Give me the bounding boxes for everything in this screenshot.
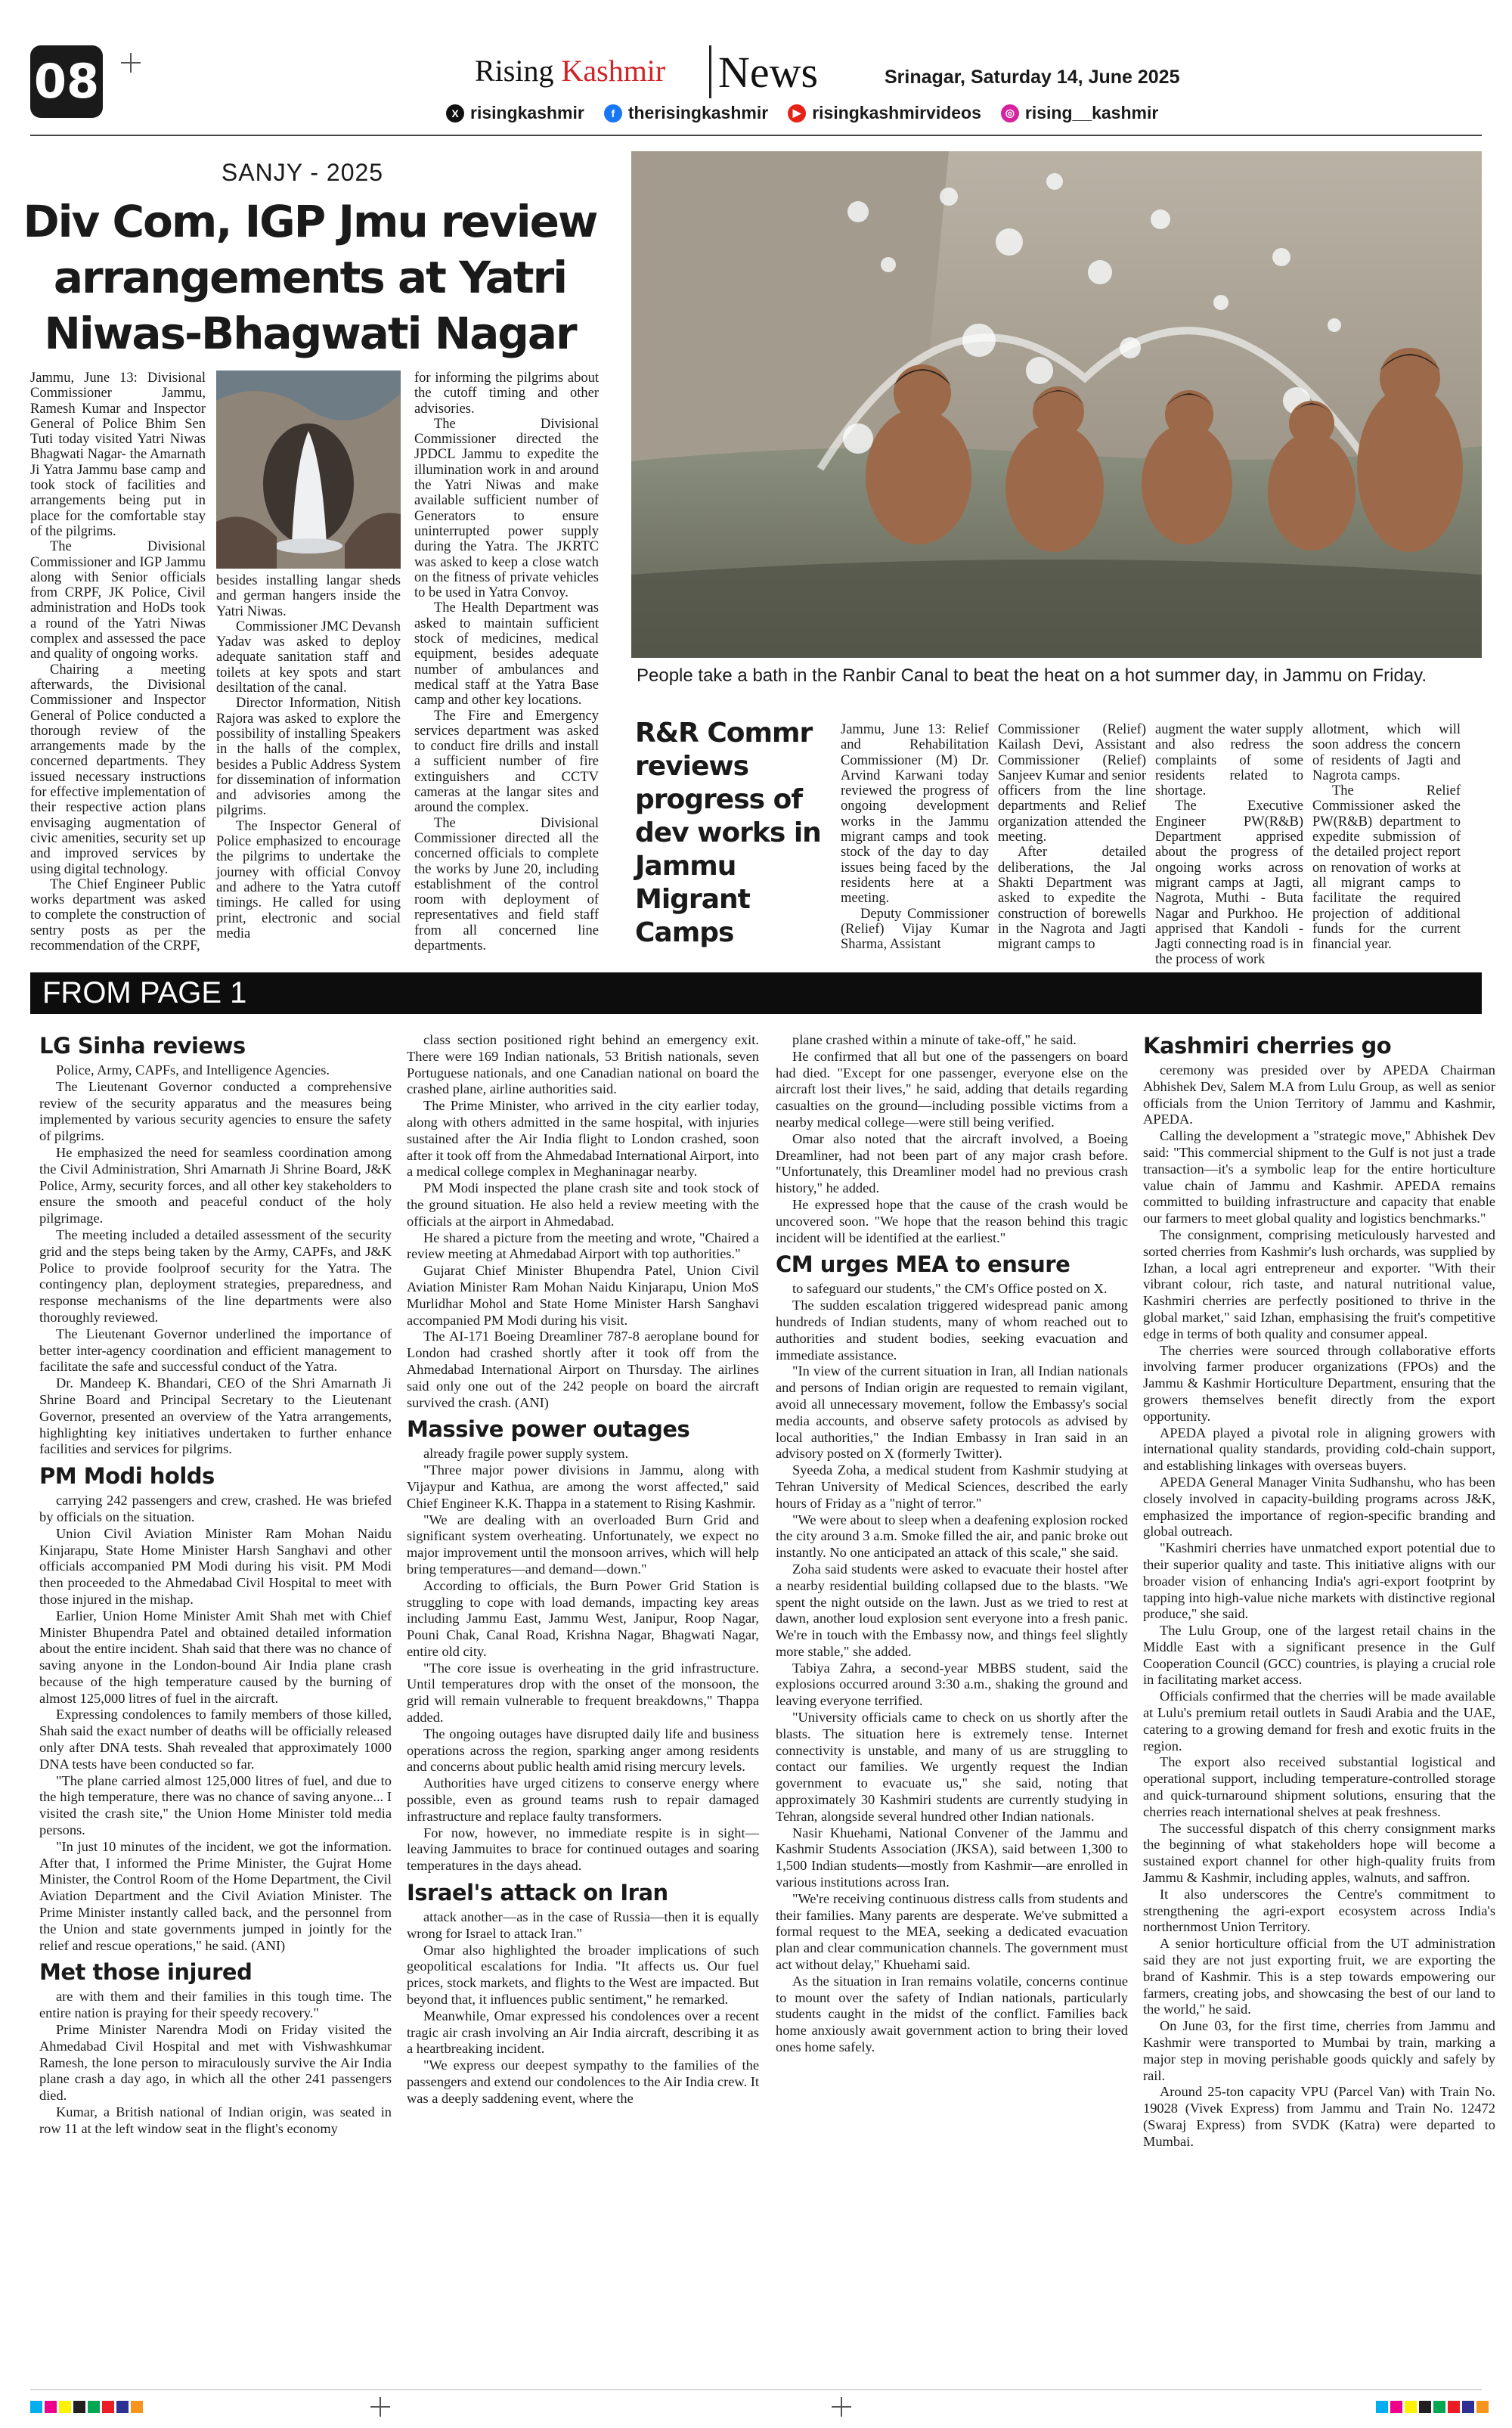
paragraph: Omar also highlighted the broader implications of such geopolitical escalations for India. "It affects us. Our fuel prices, stock markets, and flights to the West are impacted. But beyond that, it influences public sentiment," he remarked.	[407, 1942, 759, 2008]
paragraph: Zoha said students were asked to evacuate their hostel after a nearby residential building collapsed due to the blasts. "We spent the night outside on the lawn. Just as we tried to rest at dawn, another loud explosion sent everyone into a fresh panic. We're in touch with the Embassy now, and things feel slightly more stable," she added.	[776, 1561, 1128, 1659]
color-swatch	[102, 2401, 114, 2413]
color-swatch	[1462, 2401, 1474, 2413]
color-swatch	[88, 2401, 100, 2413]
color-swatch	[1433, 2401, 1445, 2413]
dateline: Srinagar, Saturday 14, June 2025	[885, 67, 1180, 88]
paragraph: Omar also noted that the aircraft involved, a Boeing Dreamliner, had not been part of any major crash before. "Unfortunately, this Dreamliner model had no previous crash history," he added.	[776, 1130, 1128, 1196]
color-registration-strip	[30, 2401, 143, 2413]
page-number: 08	[30, 45, 103, 118]
paragraph: Calling the development a "strategic move," Abhishek Dev said: "This commercial shipment to the Gulf is not just a trade transaction—it's a symbolic leap for the entire horticulture value chain of Jammu and Kashmir. APEDA remains committed to building infrastructure and capacity that enable our farmers to meet global quality and logistics benchmarks."	[1143, 1128, 1495, 1226]
color-swatch	[1405, 2401, 1417, 2413]
color-swatch	[1476, 2401, 1489, 2413]
paragraph: class section positioned right behind an emergency exit. There were 169 Indian nationals, 53 British nationals, seven Portuguese nationals, and one Canadian national on board the crashed plane, airline authorities said.	[407, 1032, 759, 1097]
color-swatch	[131, 2401, 143, 2413]
story-subhead: LG Sinha reviews	[39, 1033, 246, 1059]
paragraph: Expressing condolences to family members of those killed, Shah said the exact number of deaths will be officially released only after DNA tests. Shah revealed that approximately 1000 DNA tests have been conducted so far.	[39, 1707, 392, 1772]
registration-mark	[832, 2397, 851, 2417]
registration-mark	[121, 53, 141, 73]
paragraph: The Divisional Commissioner directed all the concerned officials to complete the works by June 20, including establishment of the control room with deployment of representatives and field staff from all concerned line departments.	[414, 815, 599, 954]
paragraph: The sudden escalation triggered widespread panic among hundreds of Indian students, many of whom reached out to authorities and student bodies, seeking evacuation and immediate assistance.	[776, 1298, 1128, 1363]
canal-bathing-photo	[631, 151, 1482, 658]
paragraph: The Prime Minister, who arrived in the city earlier today, along with others admitted in the same hospital, with injuries sustained after the Air India flight to London crashed, soon after it took off from the Ahmedabad International Airport, into a medical college complex in Meghaninagar nearby.	[407, 1098, 759, 1180]
social-link[interactable]	[788, 103, 981, 123]
facebook-icon: f	[604, 104, 622, 122]
story-subhead: Kashmiri cherries go	[1143, 1033, 1392, 1059]
paragraph: Commissioner JMC Devansh Yadav was asked to deploy adequate sanitation staff and toilets at key spots and start desiltation of the canal.	[216, 619, 401, 696]
color-swatch	[1419, 2401, 1431, 2413]
header-divider	[709, 45, 711, 98]
paragraph: The meeting included a detailed assessment of the security grid and the steps being taken by the Army, CAPFs, and J&K Police to provide foolproof security for the Yatra. The contingency plan, deployment strategies, preparedness, and response mechanisms of the line departments were also thoroughly reviewed.	[39, 1226, 392, 1325]
paragraph: Gujarat Chief Minister Bhupendra Patel, Union Civil Aviation Minister Ram Mohan Naidu Kinjarapu, Union MoS Murlidhar Mohol and State Home Minister Harsh Sanghavi accompanied PM Modi during his visit.	[407, 1263, 759, 1328]
paragraph: The Lieutenant Governor conducted a comprehensive review of the security apparatus and the measures being implemented by various security agencies to ensure the safety of pilgrims.	[39, 1078, 392, 1144]
paragraph: Dr. Mandeep K. Bhandari, CEO of the Shri Amarnath Ji Shrine Board and Principal Secretary to the Lieutenant Governor, presented an overview of the Yatra arrangements, highlighting key initiatives undertaken to further enhance facilities and services for pilgrims.	[39, 1375, 392, 1457]
paragraph: plane crashed within a minute of take-off," he said.	[792, 1032, 1077, 1047]
social-handle: therisingkashmir	[627, 103, 769, 122]
story-subhead: PM Modi holds	[39, 1463, 215, 1490]
youtube-icon: ▶	[788, 104, 806, 122]
paragraph: are with them and their families in this tough time. The entire nation is praying for their speedy recovery."	[39, 1989, 392, 2021]
paragraph: Earlier, Union Home Minister Amit Shah met with Chief Minister Bhupendra Patel and obtained detailed information about the entire incident. Shah said that there was no chance of saving anyone in the London-bound Air India plane crash because of the high temperature caused by the burning of almost 125,000 litres of fuel in the aircraft.	[39, 1608, 392, 1706]
story-subhead: Met those injured	[39, 1959, 253, 1986]
story-column	[998, 722, 1146, 953]
paragraph: Director Information, Nitish Rajora was asked to explore the possibility of installing Speakers in the halls of the complex, besides a Public Address System for dissemination of information and advisories among the pilgrims.	[216, 696, 401, 819]
paragraph: A senior horticulture official from the UT administration said they are not just exporting fruit, we are exporting the brand of Kashmir. This is a step towards empowering our farmers, creating jobs, and showcasing the best of our land to the world," he said.	[1143, 1936, 1495, 2017]
story-subhead: Israel's attack on Iran	[407, 1880, 668, 1906]
paragraph: Syeeda Zoha, a medical student from Kashmir studying at Tehran University of Medical Sciences, described the early hours of Friday as a "night of terror."	[776, 1462, 1128, 1511]
paragraph: besides installing langar sheds and german hangers inside the Yatri Niwas.	[216, 573, 401, 619]
paragraph: The Divisional Commissioner and IGP Jammu along with Senior officials from CRPF, JK Police, Civil administration and HoDs took a round of the Yatri Niwas complex and assessed the pace and quality of ongoing works.	[30, 539, 206, 662]
social-handle: risingkashmir	[470, 103, 584, 122]
paragraph: Nasir Khuehami, National Convener of the Jammu and Kashmir Students Association (JKSA), said between 1,300 to 1,500 Indian students—mostly from Kashmir—are enrolled in various institutions across Iran.	[776, 1825, 1128, 1890]
paragraph: The Lulu Group, one of the largest retail chains in the Middle East with a significant presence in the Gulf Cooperation Council (GCC) countries, is playing a crucial role in facilitating market access.	[1143, 1623, 1495, 1688]
paragraph: Jammu, June 13: Divisional Commissioner Jammu, Ramesh Kumar and Inspector General of Police Bhim Sen Tuti today visited Yatri Niwas Bhagwati Nagar- the Amarnath Ji Yatra Jammu base camp and took stock of facilities and arrangements being put in place for the comfortable stay of the pilgrims.	[30, 371, 206, 539]
color-swatch	[59, 2401, 71, 2413]
story-subhead: CM urges MEA to ensure	[776, 1251, 1070, 1278]
paragraph: "We were about to sleep when a deafening explosion rocked the city around 3 a.m. Smoke filled the air, and panic broke out instantly. No one anticipated an attack of this scale," she said.	[776, 1512, 1128, 1561]
social-handle: rising__kashmir	[1024, 103, 1159, 122]
story-column	[1155, 722, 1303, 968]
paragraph: ceremony was presided over by APEDA Chairman Abhishek Dev, Salem M.A from Lulu Group, as well as senior officials from the Union Territory of Jammu and Kashmir, APEDA.	[1143, 1062, 1495, 1127]
paragraph: Prime Minister Narendra Modi on Friday visited the Ahmedabad Civil Hospital and met with Vishwashkumar Ramesh, the lone person to miraculously survive the Air India plane crash a day ago, in which all the other 241 passengers died.	[39, 2022, 392, 2104]
paragraph: "Kashmiri cherries have unmatched export potential due to their superior quality and taste. This initiative aligns with our broader vision of enhancing India's agri-export footprint by tapping into high-value niche markets with distinctive regional produce," she said.	[1143, 1540, 1495, 1622]
section-title: News	[718, 48, 819, 97]
paragraph: The Chief Engineer Public works department was asked to complete the construction of sentry posts as per the recommendation of the CRPF,	[30, 876, 206, 954]
story-column	[841, 722, 989, 953]
x-icon: X	[446, 104, 464, 122]
paragraph: It also underscores the Centre's commitment to strengthening the agri-export ecosystem across India's northernmost Union Territory.	[1143, 1886, 1495, 1935]
story-headline: R&R Commr reviews progress of dev works in Jammu Migrant Camps	[635, 718, 821, 948]
social-bar	[446, 103, 1158, 123]
photo-caption: People take a bath in the Ranbir Canal to beat the heat on a hot summer day, in Jammu on Friday.	[637, 665, 1427, 686]
paragraph: Police, Army, CAPFs, and Intelligence Agencies.	[56, 1062, 330, 1078]
paragraph: The Relief Commissioner asked the PW(R&B) department to expedite submission of the detailed project report on renovation of works at all migrant camps to facilitate the required projection of additional funds for the current financial year.	[1312, 783, 1461, 953]
footer-rule	[30, 2389, 1482, 2390]
paragraph: APEDA played a pivotal role in aligning growers with international quality standards, providing cold-chain support, and establishing linkages with overseas buyers.	[1143, 1425, 1495, 1474]
paragraph: The Lieutenant Governor underlined the importance of better inter-agency coordination and efficient management to facilitate the safe and successful conduct of the Yatra.	[39, 1326, 392, 1375]
paragraph: Kumar, a British national of Indian origin, was seated in row 11 at the left window seat in the flight's economy	[39, 2104, 392, 2136]
color-swatch	[1390, 2401, 1402, 2413]
paragraph: "In view of the current situation in Iran, all Indian nationals and persons of Indian origin are requested to remain vigilant, avoid all unnecessary movement, follow the Embassy's social media accounts, and observe safety protocols as advised by local authorities," the Indian Embassy in Iran said in an advisory posted on X (formerly Twitter).	[776, 1363, 1128, 1462]
social-link[interactable]	[1001, 103, 1158, 123]
brand-kashmir: Kashmir	[561, 54, 666, 88]
paragraph: He expressed hope that the cause of the crash would be uncovered soon. "We hope that the reason behind this tragic incident will be identified at the earliest."	[776, 1196, 1128, 1245]
paragraph: "In just 10 minutes of the incident, we got the information. After that, I informed the Prime Minister, the Gujrat Home Minister, the Control Room of the Home Department, the Civil Aviation Department and the Civil Aviation Minister. The Prime Minister instantly called back, and the personnel from the Union and state governments jumped in jointly for the relief and rescue operations," he said. (ANI)	[39, 1838, 392, 1953]
paragraph: On June 03, for the first time, cherries from Jammu and Kashmir were transported to Mumbai by train, marking a major step in moving perishable goods quickly and safely by rail.	[1143, 2018, 1495, 2083]
paragraph: Authorities have urged citizens to conserve energy where possible, even as ground teams rush to repair damaged infrastructure and replace faulty transformers.	[407, 1775, 759, 1824]
continuation-column	[776, 1032, 1128, 2371]
brand-rising: Rising	[475, 54, 554, 88]
paragraph: Jammu, June 13: Relief and Rehabilitation Commissioner (M) Dr. Arvind Karwani today reviewed the progress of ongoing development works in the Jammu migrant camps and took stock of the day to day issues being faced by the residents here at a meeting.	[841, 722, 989, 907]
story-column	[1312, 722, 1461, 953]
masthead-logo	[475, 53, 665, 88]
color-swatch	[73, 2401, 85, 2413]
story-column	[414, 371, 599, 954]
paragraph: "We are dealing with an overloaded Burn Grid and significant system overheating. Unfortunately, we expect no major improvement until the monsoon arrives, which will help bring temperatures—and demand—down."	[407, 1512, 759, 1577]
section-banner: FROM PAGE 1	[30, 972, 1482, 1014]
paragraph: According to officials, the Burn Power Grid Station is struggling to cope with load demands, impacting key areas including Jammu East, Jammu West, Janipur, Roop Nagar, Pouni Chak, Canal Road, Krishna Nagar, Bhagwati Nagar, entire old city.	[407, 1577, 759, 1659]
paragraph: for informing the pilgrims about the cutoff timing and other advisories.	[414, 371, 599, 417]
continuation-column	[39, 1032, 392, 2371]
paragraph: The export also received substantial logistical and operational support, including temperature-controlled storage and quick-turnaround shipment solutions, ensuring that the cherries reach international shelves at peak freshness.	[1143, 1754, 1495, 1819]
social-handle: risingkashmirvideos	[812, 103, 981, 122]
story-subhead: Massive power outages	[407, 1416, 690, 1443]
paragraph: attack another—as in the case of Russia—then it is equally wrong for Israel to attack Iran."	[407, 1909, 759, 1941]
paragraph: Tabiya Zahra, a second-year MBBS student, said the explosions occurred around 3:30 a.m., shaking the ground and leaving everyone terrified.	[776, 1660, 1128, 1709]
paragraph: He confirmed that all but one of the passengers on board had died. "Except for one passenger, everyone else on the aircraft lost their lives," he said, adding that details regarding casualties on the ground—including possible victims from a nearby medical college—were still being verified.	[776, 1048, 1128, 1130]
instagram-icon: ◎	[1001, 104, 1019, 122]
paragraph: "University officials came to check on us shortly after the blasts. The situation here is extremely tense. Internet connectivity is unstable, and many of us are struggling to contact our families. We urgently request the Indian government to evacuate us," she said, noting that approximately 30 Kashmiri students are currently studying in Tehran, alongside several hundred other Indian nationals.	[776, 1710, 1128, 1824]
continuation-column	[1143, 1032, 1495, 2371]
social-link[interactable]	[604, 103, 768, 123]
paragraph: Around 25-ton capacity VPU (Parcel Van) with Train No. 19028 (Vivek Express) from Jammu and Train No. 12472 (Swaraj Express) from SVDK (Katra) were departed to Mumbai.	[1143, 2084, 1495, 2149]
color-registration-strip	[1376, 2401, 1489, 2413]
paragraph: The Fire and Emergency services department was asked to conduct fire drills and install a sufficient number of fire extinguishers and CCTV cameras at the langar sites and around the complex.	[414, 708, 599, 816]
paragraph: The Executive Engineer PW(R&B) Department apprised about the progress of ongoing works across migrant camps at Jagti, Nagrota, Muthi - Buta Nagar and Purkhoo. He apprised that Kandoli - Jagti connecting road is in the process of work	[1155, 798, 1303, 968]
paragraph: "Three major power divisions in Jammu, along with Vijaypur and Kathua, are among the worst affected," said Chief Engineer K.K. Thappa in a statement to Rising Kashmir.	[407, 1462, 759, 1511]
paragraph: The Health Department was asked to maintain sufficient stock of medicines, medical equipment, besides adequate number of ambulances and medical staff at the Yatra Base camp and other key locations.	[414, 600, 599, 709]
color-swatch	[30, 2401, 42, 2413]
paragraph: The Divisional Commissioner directed the JPDCL Jammu to expedite the illumination work in and around the Yatri Niwas and make available sufficient number of Generators to ensure uninterrupted power supply during the Yatra. The JKRTC was asked to keep a close watch on the fitness of private vehicles to be used in Yatra Convoy.	[414, 416, 599, 601]
paragraph: The ongoing outages have disrupted daily life and business operations across the region, sparking anger among residents and concerns about public health amid rising mercury levels.	[407, 1726, 759, 1775]
paragraph: "We express our deepest sympathy to the families of the passengers and extend our condolences to the Air India crew. It was a deeply saddening event, where the	[407, 2057, 759, 2106]
paragraph: carrying 242 passengers and crew, crashed. He was briefed by officials on the situation.	[39, 1493, 392, 1524]
paragraph: Deputy Commissioner (Relief) Vijay Kumar Sharma, Assistant	[841, 906, 989, 953]
registration-mark	[370, 2397, 390, 2417]
color-swatch	[1376, 2401, 1388, 2413]
paragraph: After detailed deliberations, the Jal Shakti Department was asked to expedite the construction of borewells in the Nagrota and Jagti migrant camps to	[998, 845, 1146, 953]
paragraph: The successful dispatch of this cherry consignment marks the beginning of what stakeholders hope will become a sustained export channel for other high-quality fruits from Jammu & Kashmir, including apples, walnuts, and saffron.	[1143, 1820, 1495, 1886]
amarnath-shrine-photo	[216, 371, 401, 569]
paragraph: The Inspector General of Police emphasized to encourage the pilgrims to undertake the journey with official Convoy and adhere to the Yatra cutoff timings. He called for using print, electronic and social media	[216, 818, 401, 941]
paragraph: to safeguard our students," the CM's Office posted on X.	[792, 1281, 1108, 1297]
continuation-column	[407, 1032, 759, 2371]
color-swatch	[45, 2401, 57, 2413]
paragraph: He shared a picture from the meeting and wrote, "Chaired a review meeting at Ahmedabad Airport with top authorities."	[407, 1230, 759, 1262]
paragraph: Union Civil Aviation Minister Ram Mohan Naidu Kinjarapu, State Home Minister Harsh Sanghavi and other officials accompanied PM Modi during his visit. PM Modi then proceeded to the Ahmedabad Civil Hospital to meet with those injured in the mishap.	[39, 1525, 392, 1607]
paragraph: He emphasized the need for seamless coordination among the Civil Administration, Shri Amarnath Ji Shrine Board, J&K Police, Army, security forces, and all other key stakeholders to ensure the smooth and peaceful conduct of the holy pilgrimage.	[39, 1144, 392, 1226]
paragraph: As the situation in Iran remains volatile, concerns continue to mount over the safety of Indian nationals, particularly students caught in the midst of the conflict. Families back home anxiously await government action to bring their loved ones home safely.	[776, 1973, 1128, 2055]
paragraph: "The plane carried almost 125,000 litres of fuel, and due to the high temperature, there was no chance of saving anyone... I visited the crash site," the Union Home Minister told media persons.	[39, 1772, 392, 1838]
paragraph: Meanwhile, Omar expressed his condolences over a recent tragic air crash involving an Air India aircraft, describing it as a heartbreaking incident.	[407, 2008, 759, 2057]
story-kicker: SANJY - 2025	[221, 159, 384, 186]
header-rule	[30, 135, 1482, 136]
social-link[interactable]	[446, 103, 584, 123]
paragraph: Chairing a meeting afterwards, the Divisional Commissioner and Inspector General of Police conducted a thorough review of the arrangements made by the concerned departments. They issued necessary instructions for effective implementation of their respective action plans envisaging augmentation of civic amenities, security set up and improved services by using digital technology.	[30, 662, 206, 877]
paragraph: APEDA General Manager Vinita Sudhanshu, who has been closely involved in capacity-building programs across J&K, emphasized the importance of region-specific branding and global outreach.	[1143, 1474, 1495, 1540]
paragraph: "The core issue is overheating in the grid infrastructure. Until temperatures drop with the onset of the monsoon, the grid will remain vulnerable to frequent breakdowns," Thappa added.	[407, 1660, 759, 1726]
paragraph: Commissioner (Relief) Kailash Devi, Assistant Commissioner (Relief) Sanjeev Kumar and senior officers from the line departments and Relief organization attended the meeting.	[998, 722, 1146, 845]
paragraph: Officials confirmed that the cherries will be made available at Lulu's premium retail outlets in Saudi Arabia and the UAE, catering to a growing demand for fresh and exotic fruits in the region.	[1143, 1688, 1495, 1754]
color-swatch	[116, 2401, 129, 2413]
paragraph: The cherries were sourced through collaborative efforts involving farmer producer organizations (FPOs) and the Jammu & Kashmir Horticulture Department, ensuring that the growers themselves benefit directly from the export opportunity.	[1143, 1342, 1495, 1424]
paragraph: already fragile power supply system.	[423, 1446, 629, 1462]
paragraph: The consignment, comprising meticulously harvested and sorted cherries from Kashmir's lush orchards, was supplied by Izhan, a local agri entrepreneur and exporter. "With their vibrant colour, rich taste, and natural nutritional value, Kashmiri cherries are perfectly positioned to thrive in the global market," said Izhan, emphasising the fruit's competitive edge in terms of both quality and consumer appeal.	[1143, 1226, 1495, 1341]
story-headline: Div Com, IGP Jmu review arrangements at Yatri Niwas-Bhagwati Nagar	[23, 196, 597, 359]
story-column	[216, 573, 401, 945]
story-column	[30, 371, 206, 954]
paragraph: allotment, which will soon address the concern of residents of Jagti and Nagrota camps.	[1312, 722, 1461, 783]
paragraph: "We're receiving continuous distress calls from students and their families. Many parents are desperate. We've submitted a formal request to the MEA, seeking a dedicated evacuation plan and clear communication channels. The government must act without delay," Khuehami said.	[776, 1890, 1128, 1973]
paragraph: The AI-171 Boeing Dreamliner 787-8 aeroplane bound for London had crashed shortly after it took off from the Ahmedabad International Airport on Thursday. The airlines said only one out of the 242 people on board the aircraft survived the crash. (ANI)	[407, 1329, 759, 1410]
paragraph: PM Modi inspected the plane crash site and took stock of the ground situation. He also held a review meeting with the officials at the airport in Ahmedabad.	[407, 1180, 759, 1229]
paragraph: For now, however, no immediate respite is in sight—leaving Jammuites to brace for continued outages and soaring temperatures in the days ahead.	[407, 1825, 759, 1874]
paragraph: augment the water supply and also redress the complaints of some residents related to shortage.	[1155, 722, 1303, 799]
color-swatch	[1448, 2401, 1460, 2413]
